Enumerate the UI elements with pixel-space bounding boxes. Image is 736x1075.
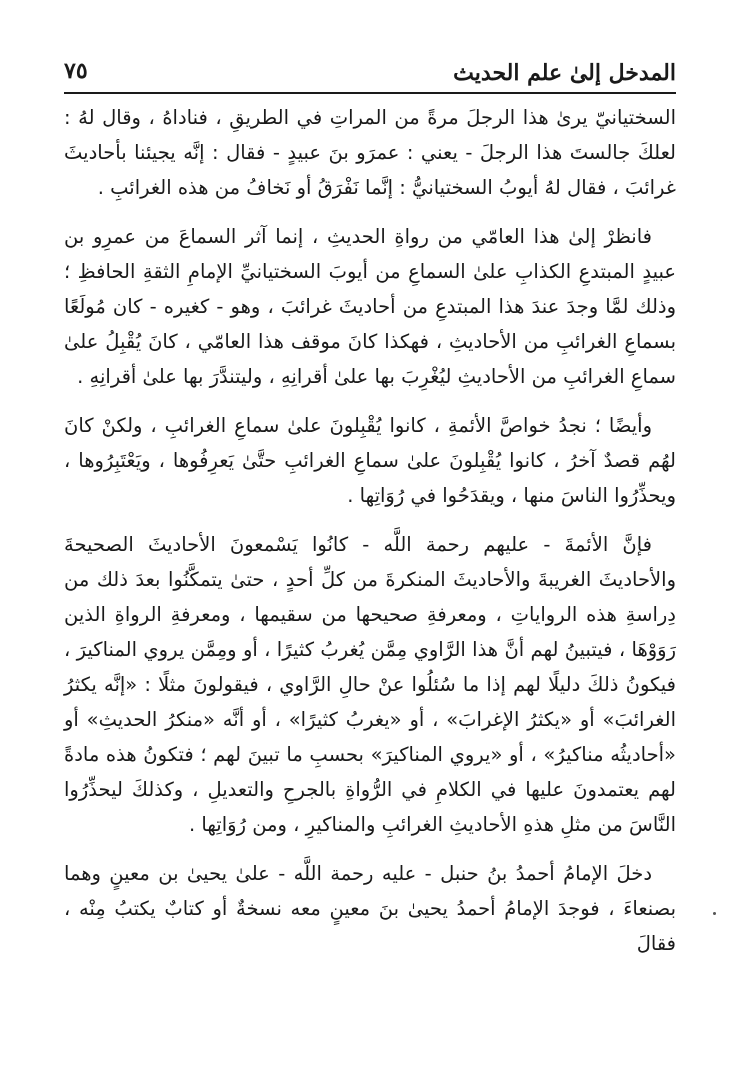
page-number: ٧٥ [64,58,88,84]
paragraph-1: السختيانيّ يرىٰ هذا الرجلَ مرةً من المراتِ في الطريقِ ، فناداهُ ، وقال لهُ : لعلكَ جالستَ هذا الرجلَ - يعني : عمرَو بنَ عبيدٍ - فقال : إنَّه يجيئنا بأحاديثَ غرائبَ ، فقال لهُ أيوبُ السختيانيُّ : إنَّما نَفْرَقُ أو نَخافُ من هذه الغرائبِ . [64,106,676,199]
scan-speck [713,912,716,915]
paragraph-5: دخلَ الإمامُ أحمدُ بنُ حنبل - عليه رحمة اللَّه - علىٰ يحيىٰ بن معينٍ وهما بصنعاءَ ، فوجدَ الإمامُ أحمدُ يحيىٰ بنَ معينٍ معه نسخةٌ أو كتابٌ يكتبُ مِنْه ، فقالَ [64,862,676,955]
paragraph-3: وأيضًا ؛ نجدُ خواصَّ الأئمةِ ، كانوا يُقْبِلونَ علىٰ سماعِ الغرائبِ ، ولكنْ كانَ لهُم قصدٌ آخرُ ، كانوا يُقْبِلونَ علىٰ سماعِ الغرائبِ حتَّىٰ يَعرِفُوها ، ويَعْتَبِرُوها ، ويحذِّرُوا الناسَ منها ، ويقدَحُوا في رُوَاتِها . [64,414,676,507]
paragraph-4: فإنَّ الأئمةَ - عليهم رحمة اللَّه - كانُوا يَسْمعونَ الأحاديثَ الصحيحةَ والأحاديثَ الغريبةَ والأحاديثَ المنكرةَ من كلِّ أحدٍ ، حتىٰ يتمكَّنُوا بعدَ ذلك من دِراسةِ هذه الرواياتِ ، ومعرفةِ صحيحها من سقيمها ، ومعرفةِ الرواةِ الذين رَوَوْهَا ، فيتبينُ لهم أنَّ هذا الرَّاوي مِمَّن يُغربُ كثيرًا ، أو ومِمَّن يروي المناكيرَ ، فيكونُ ذلكَ دليلًا لهم إذا ما سُئلُوا عنْ حالِ الرَّاوي ، فيقولونَ مثلًا : «إنَّه يكثرُ الغرائبَ» أو «يكثرُ الإغرابَ» ، أو «يغربُ كثيرًا» ، أو أنَّه «منكرُ الحديثِ» أو «أحاديثُه مناكيرُ» ، أو «يروي المناكيرَ» بحسبِ ما تبينَ لهم ؛ فتكونُ هذه مادةً لهم يعتمدونَ عليها في الكلامِ في الرُّواةِ بالجرحِ والتعديلِ ، وكذلكَ ليحذِّرُوا النَّاسَ من مثلِ هذهِ الأحاديثِ الغرائبِ والمناكيرِ ، ومن رُوَاتِها . [64,533,676,836]
header-rule [64,92,676,94]
running-title: المدخل إلىٰ علم الحديث [453,60,676,86]
page-header [64,52,676,92]
page-body [64,100,676,975]
paragraph-2: فانظرْ إلىٰ هذا العامّي من رواةِ الحديثِ ، إنما آثر السماعَ من عمرِو بن عبيدٍ المبتدعِ الكذابِ علىٰ السماعِ من أيوبَ السختيانيِّ الإمامِ الثقةِ الحافظِ ؛ وذلك لمَّا وجدَ عندَ هذا المبتدعِ من أحاديثَ غرائبَ ، وهو - كغيره - كان مُولَعًا بسماعِ الغرائبِ من الأحاديثِ ، فهكذا كانَ موقف هذا العامّي ، كانَ يُقْبِلُ علىٰ سماعِ الغرائبِ من الأحاديثِ ليُغْرِبَ بها علىٰ أقرانِهِ ، وليتندَّرَ بها علىٰ أقرانِهِ . [64,225,676,388]
